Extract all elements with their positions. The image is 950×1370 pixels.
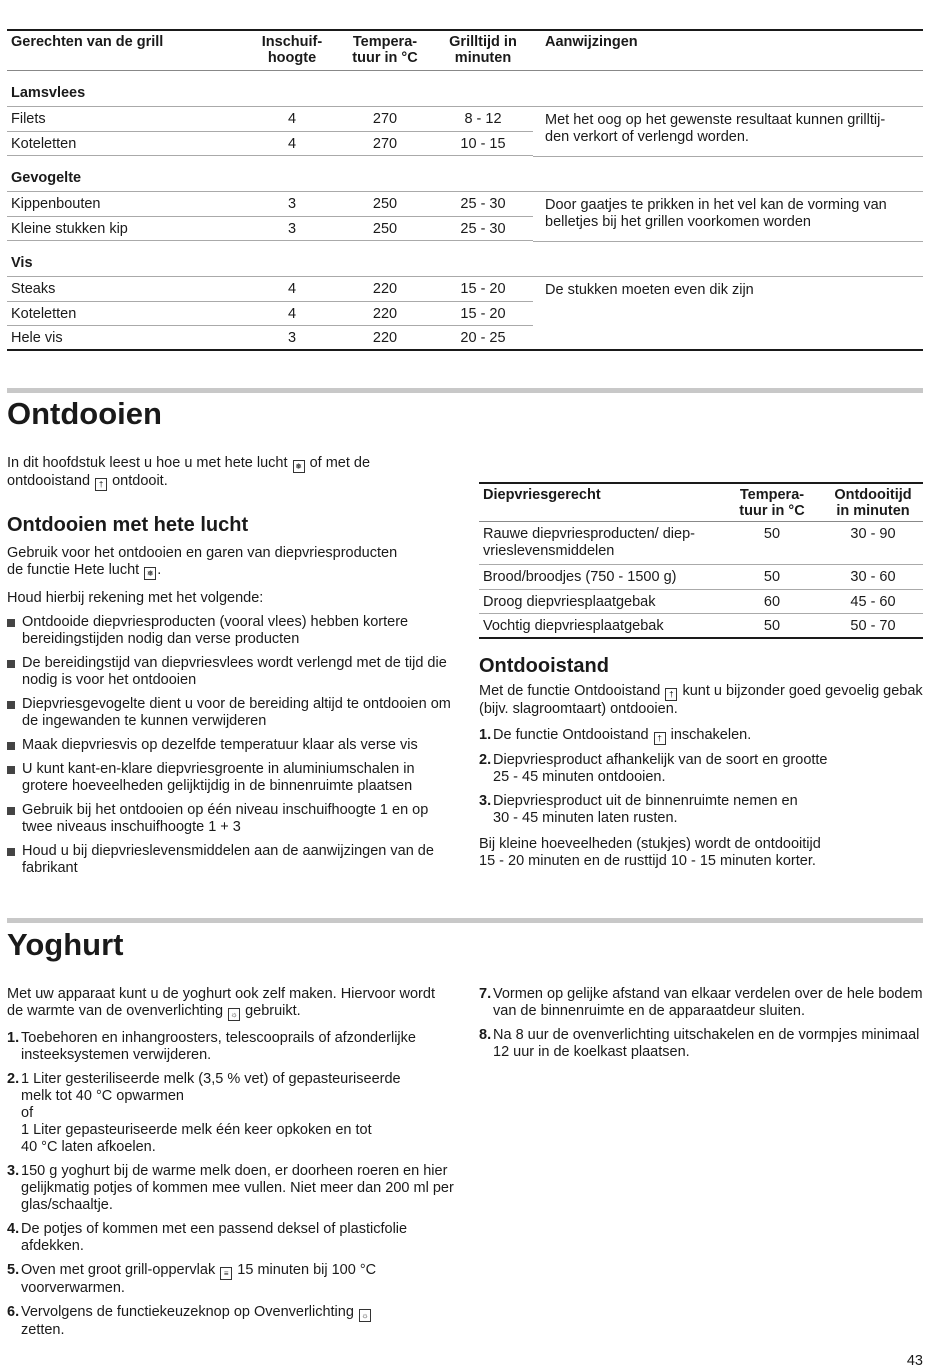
houd-rekening-text: Houd hierbij rekening met het volgende:: [7, 590, 264, 606]
header-notes: Aanwijzingen: [545, 34, 638, 50]
large-grill-icon: ≡: [220, 1267, 232, 1280]
list-item: 3. 150 g yoghurt bij de warme melk doen, er doorheen roeren en hier gelijkmatig potjes of kommen mee vullen. Niet meer dan 200 ml per glas/schaaltje.: [7, 1163, 454, 1213]
defrost-table-header: Diepvriesgerecht Tempera- tuur in °C Ontdooitijd in minuten: [479, 482, 923, 522]
list-item: De bereidingstijd van diepvriesvlees wordt verlengd met de tijd die nodig is voor het ontdooien: [7, 655, 455, 689]
subtitle-ontdooistand: Ontdooistand: [479, 655, 609, 677]
defrost-bullet-list: [7, 614, 455, 884]
table-row: Droog diepvriesplaatgebak 60 45 - 60: [479, 590, 923, 615]
group-note: Met het oog op het gewenste resultaat kunnen grilltij- den verkort of verlengd worden.: [545, 112, 886, 145]
list-item: Ontdooide diepvriesproducten (vooral vlees) hebben kortere bereidingstijden nodig dan verse producten: [7, 614, 455, 648]
list-item: 4. De potjes of kommen met een passend deksel of plasticfolie afdekken.: [7, 1221, 408, 1254]
table-row: Kleine stukken kip 3 250 25 - 30: [7, 217, 533, 242]
header-dish: Gerechten van de grill: [11, 34, 164, 50]
section-title-ontdooien: Ontdooien: [7, 396, 162, 431]
list-item: 5. Oven met groot grill-oppervlak ≡ 15 minuten bij 100 °C voorverwarmen.: [7, 1262, 377, 1296]
defrost-table: [479, 482, 923, 639]
hot-air-icon: ❅: [293, 460, 305, 473]
group-title: Lamsvlees: [7, 71, 923, 107]
small-quantities-text: Bij kleine hoeveelheden (stukjes) wordt de ontdooitijd 15 - 20 minuten en de rusttijd 10 - 15 minuten korter.: [479, 836, 821, 869]
list-item: Houd u bij diepvrieslevensmiddelen aan de aanwijzingen van de fabrikant: [7, 843, 455, 877]
ontdooistand-paragraph: Met de functie Ontdooistand † kunt u bijzonder goed gevoelig gebak (bijv. slagroomtaart) ontdooien.: [479, 683, 923, 717]
table-row: Steaks 4 220 15 - 20: [7, 277, 533, 302]
ontdooien-intro: In dit hoofdstuk leest u hoe u met hete lucht ❅ of met de ontdooistand † ontdooit.: [7, 455, 371, 489]
section-divider: [7, 918, 923, 923]
group-gevogelte: [7, 156, 923, 241]
header-temperature: Tempera- tuur in °C: [352, 34, 418, 66]
hete-lucht-paragraph: Gebruik voor het ontdooien en garen van diepvriesproducten de functie Hete lucht ❅ .: [7, 545, 398, 578]
table-row: Brood/broodjes (750 - 1500 g) 50 30 - 60: [479, 565, 923, 590]
defrost-icon: †: [95, 478, 107, 491]
page-number: 43: [906, 1353, 923, 1369]
group-title: Vis: [7, 241, 923, 277]
section-title-yoghurt: Yoghurt: [7, 927, 124, 962]
group-vis: [7, 241, 923, 351]
list-item: U kunt kant-en-klare diepvriesgroente in aluminiumschalen in grotere hoeveelheden gelijktijdig in de binnenruimte plaatsen: [7, 761, 455, 795]
header-grill-time: Grilltijd in minuten: [449, 34, 517, 66]
yoghurt-steps-right: [479, 986, 923, 1068]
list-item: 7. Vormen op gelijke afstand van elkaar verdelen over de hele bodem van de binnenruimte en de apparaatdeur sluiten.: [479, 986, 923, 1019]
header-shelf: Inschuif- hoogte: [261, 34, 323, 66]
list-item: 2. Diepvriesproduct afhankelijk van de soort en grootte 25 - 45 minuten ontdooien.: [479, 752, 828, 785]
table-row: Filets 4 270 8 - 12: [7, 107, 533, 132]
oven-light-icon: ☼: [228, 1008, 240, 1021]
hot-air-icon: ❅: [144, 567, 156, 580]
list-item: Maak diepvriesvis op dezelfde temperatuur klaar als verse vis: [7, 737, 455, 754]
group-note: De stukken moeten even dik zijn: [545, 282, 754, 298]
table-row: Hele vis 3 220 20 - 25: [7, 326, 923, 351]
list-item: 8. Na 8 uur de ovenverlichting uitschakelen en de vormpjes minimaal 12 uur in de koelkast plaatsen.: [479, 1027, 920, 1060]
table-row: Rauwe diepvriesproducten/ diep- vrieslevensmiddelen 50 30 - 90: [479, 522, 923, 565]
list-item: 2. 1 Liter gesteriliseerde melk (3,5 % vet) of gepasteuriseerde melk tot 40 °C opwarmen of 1 Liter gepasteuriseerde melk één keer opkoken en tot 40 °C laten afkoelen.: [7, 1071, 401, 1155]
grill-table-header: [7, 29, 923, 71]
section-divider: [7, 388, 923, 393]
list-item: 6. Vervolgens de functiekeuzeknop op Ovenverlichting ☼ zetten.: [7, 1304, 457, 1339]
table-row: Koteletten 4 270 10 - 15: [7, 132, 533, 157]
list-item: Gebruik bij het ontdooien op één niveau inschuifhoogte 1 en op twee niveaus inschuifhoogte 1 + 3: [7, 802, 455, 836]
list-item: 1. De functie Ontdooistand † inschakelen.: [479, 727, 752, 743]
table-row: Kippenbouten 3 250 25 - 30: [7, 192, 533, 217]
group-title: Gevogelte: [7, 156, 923, 192]
list-item: 3. Diepvriesproduct uit de binnenruimte nemen en 30 - 45 minuten laten rusten.: [479, 793, 798, 826]
list-item: Diepvriesgevogelte dient u voor de bereiding altijd te ontdooien om de ingewanden te kunnen verwijderen: [7, 696, 455, 730]
group-note: Door gaatjes te prikken in het vel kan de vorming van belletjes bij het grillen voorkomen worden: [545, 197, 887, 230]
group-lamsvlees: [7, 71, 923, 156]
grill-table: [7, 29, 923, 351]
table-row: Vochtig diepvriesplaatgebak 50 50 - 70: [479, 614, 923, 639]
yoghurt-steps-left: [7, 1030, 457, 1346]
ontdooistand-steps: [479, 727, 923, 834]
oven-light-icon: ☼: [359, 1309, 371, 1322]
defrost-icon: †: [665, 688, 677, 701]
yoghurt-intro: Met uw apparaat kunt u de yoghurt ook zelf maken. Hiervoor wordt de warmte van de ovenverlichting ☼ gebruikt.: [7, 986, 435, 1019]
subtitle-hete-lucht: Ontdooien met hete lucht: [7, 514, 249, 536]
table-row: Koteletten 4 220 15 - 20: [7, 302, 533, 327]
defrost-icon: †: [654, 732, 666, 745]
list-item: 1. Toebehoren en inhangroosters, telescooprails of afzonderlijke insteeksystemen verwijderen.: [7, 1030, 416, 1063]
